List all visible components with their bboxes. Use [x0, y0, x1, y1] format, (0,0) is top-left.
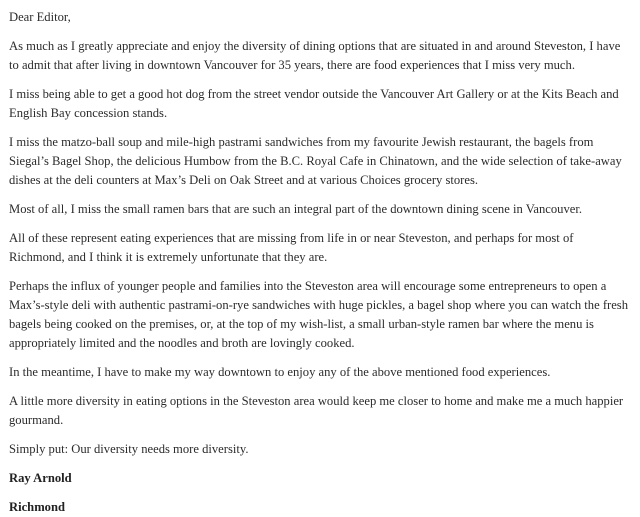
- letter-paragraph: Perhaps the influx of younger people and families into the Steveston area will encourage some entrepreneurs to open a Max’s-style deli with authentic pastrami-on-rye sandwiches with huge pickles, a bagel shop where you can watch the fresh bagels being cooked on the premises, or, at the top of my wish-list, a small urban-style ramen bar where the menu is appropriately limited and the noodles and broth are lovingly cooked.: [9, 279, 629, 350]
- letter-paragraph: All of these represent eating experiences that are missing from life in or near Steveston, and perhaps for most of Richmond, and I think it is extremely unfortunate that they are.: [9, 231, 574, 264]
- author-name: Ray Arnold: [9, 471, 72, 485]
- author-city: Richmond: [9, 500, 65, 514]
- letter-paragraph: As much as I greatly appreciate and enjoy the diversity of dining options that are situated in and around Steveston, I have to admit that after living in downtown Vancouver for 35 years, there are food experiences that I miss very much.: [9, 39, 621, 72]
- letter-paragraph: Simply put: Our diversity needs more diversity.: [9, 442, 249, 456]
- letter-paragraph: A little more diversity in eating options in the Steveston area would keep me closer to home and make me a much happier gourmand.: [9, 394, 624, 427]
- letter-paragraph: I miss being able to get a good hot dog from the street vendor outside the Vancouver Art Gallery or at the Kits Beach and English Bay concession stands.: [9, 87, 619, 120]
- letter-paragraph: Most of all, I miss the small ramen bars that are such an integral part of the downtown dining scene in Vancouver.: [9, 202, 582, 216]
- letter-paragraph: I miss the matzo-ball soup and mile-high pastrami sandwiches from my favourite Jewish restaurant, the bagels from Siegal’s Bagel Shop, the delicious Humbow from the B.C. Royal Cafe in Chinatown, and the wide selection of take-away dishes at the deli counters at Max’s Deli on Oak Street and at various Choices grocery stores.: [9, 135, 622, 187]
- letter-salutation: Dear Editor,: [9, 10, 71, 24]
- letter-paragraph: In the meantime, I have to make my way downtown to enjoy any of the above mentioned food experiences.: [9, 365, 551, 379]
